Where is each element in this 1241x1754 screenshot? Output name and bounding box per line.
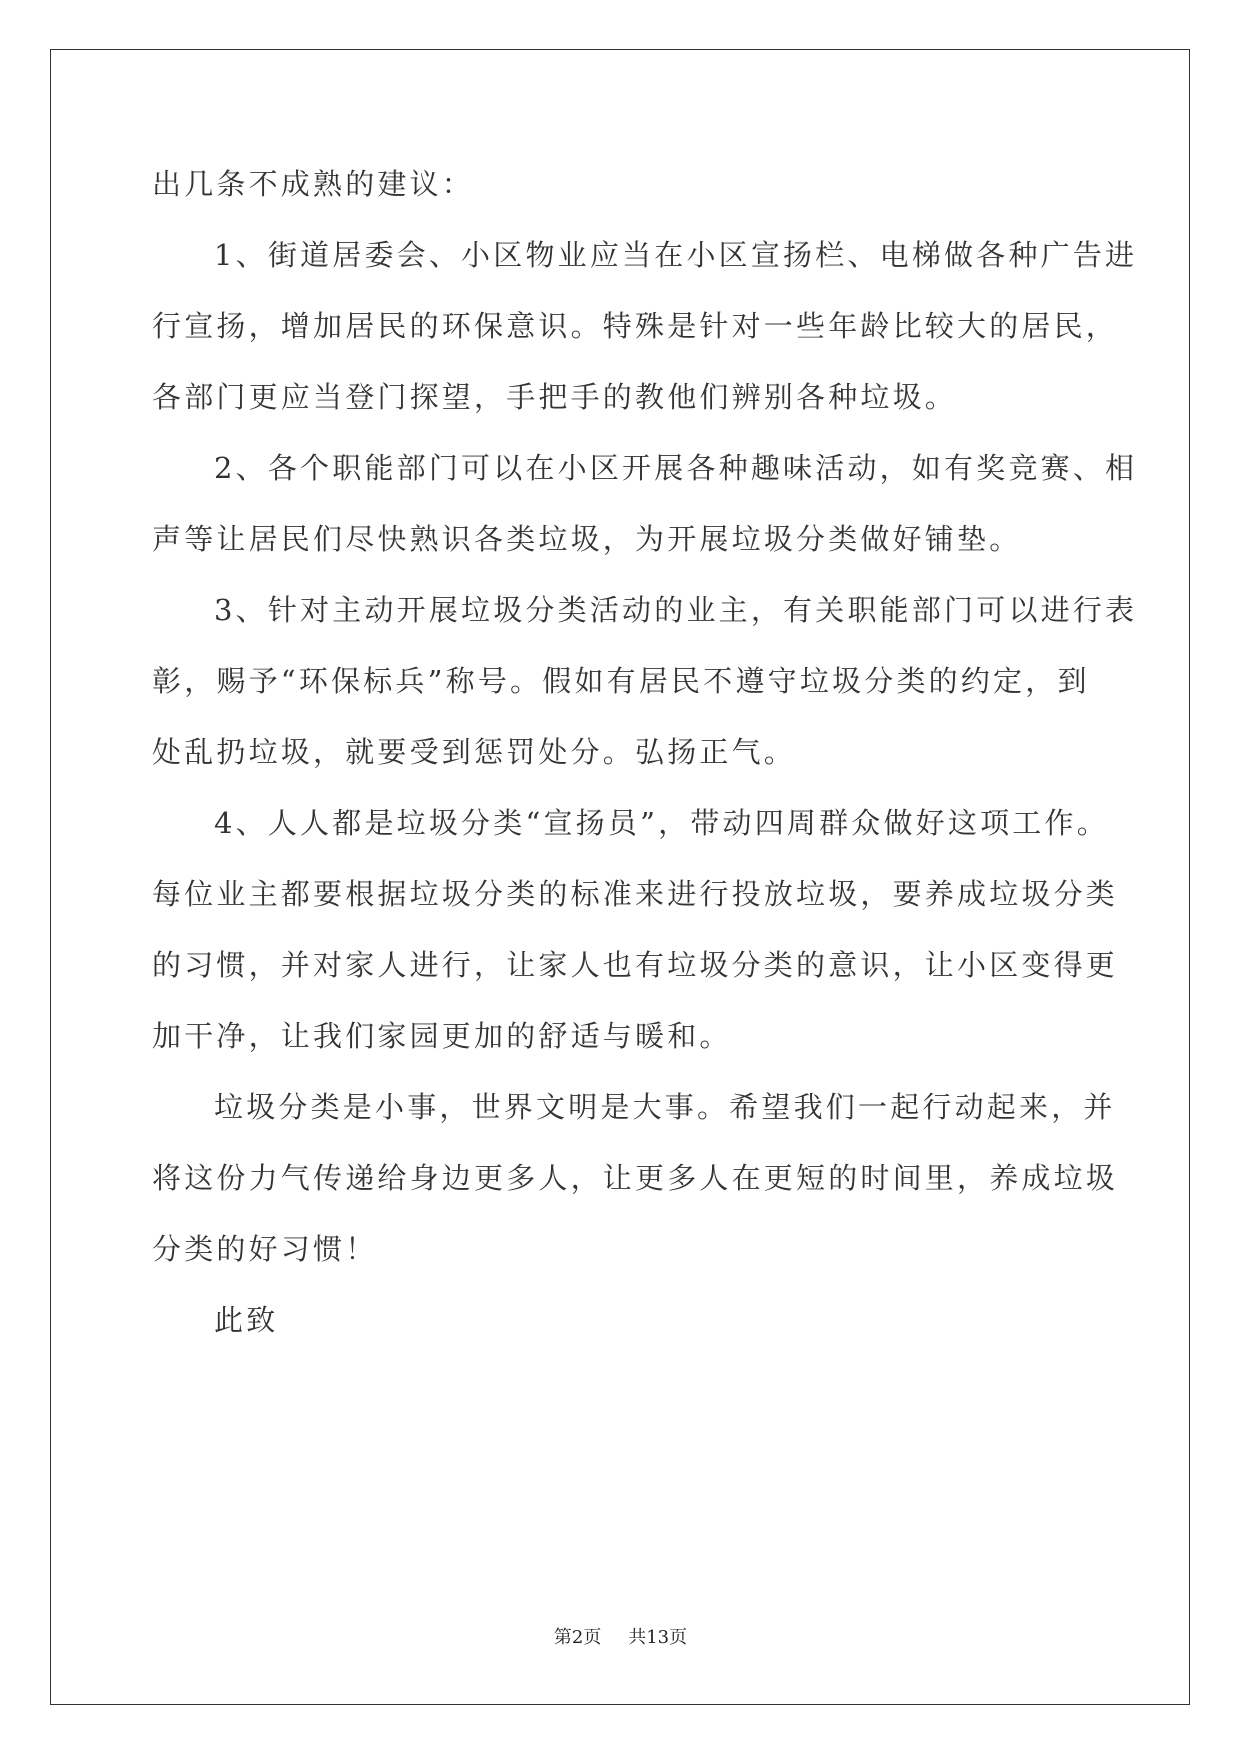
- paragraph-5-line-3: 分类的好习惯！: [152, 1232, 378, 1266]
- closing-salutation: 此致: [214, 1303, 279, 1337]
- paragraph-3-line-1: 3、针对主动开展垃圾分类活动的业主，有关职能部门可以进行表: [214, 593, 1138, 627]
- paragraph-2-line-1: 2、各个职能部门可以在小区开展各种趣味活动，如有奖竞赛、相: [214, 451, 1138, 485]
- page-footer: [0, 1623, 1241, 1649]
- paragraph-4-line-2: 每位业主都要根据垃圾分类的标准来进行投放垃圾，要养成垃圾分类: [152, 877, 1119, 911]
- paragraph-4-line-4: 加干净，让我们家园更加的舒适与暖和。: [152, 1019, 732, 1053]
- paragraph-1-line-3: 各部门更应当登门探望，手把手的教他们辨别各种垃圾。: [152, 380, 958, 414]
- paragraph-4-line-3: 的习惯，并对家人进行，让家人也有垃圾分类的意识，让小区变得更: [152, 948, 1119, 982]
- paragraph-3-line-2: 彰，赐予“环保标兵”称号。假如有居民不遵守垃圾分类的约定，到: [152, 664, 1090, 698]
- paragraph-2-line-2: 声等让居民们尽快熟识各类垃圾，为开展垃圾分类做好铺垫。: [152, 522, 1022, 556]
- page-total: 共13页: [628, 1627, 688, 1648]
- paragraph-1-line-1: 1、街道居委会、小区物业应当在小区宣扬栏、电梯做各种广告进: [214, 238, 1138, 272]
- paragraph-3-line-3: 处乱扔垃圾，就要受到惩罚处分。弘扬正气。: [152, 735, 797, 769]
- paragraph-5-line-1: 垃圾分类是小事，世界文明是大事。希望我们一起行动起来，并: [214, 1090, 1116, 1124]
- text-line: 出几条不成熟的建议：: [152, 167, 475, 201]
- paragraph-4-line-1: 4、人人都是垃圾分类“宣扬员”，带动四周群众做好这项工作。: [214, 806, 1109, 840]
- paragraph-1-line-2: 行宣扬，增加居民的环保意识。特殊是针对一些年龄比较大的居民，: [152, 309, 1119, 343]
- paragraph-5-line-2: 将这份力气传递给身边更多人，让更多人在更短的时间里，养成垃圾: [152, 1161, 1119, 1195]
- page-number: 第2页: [553, 1627, 602, 1648]
